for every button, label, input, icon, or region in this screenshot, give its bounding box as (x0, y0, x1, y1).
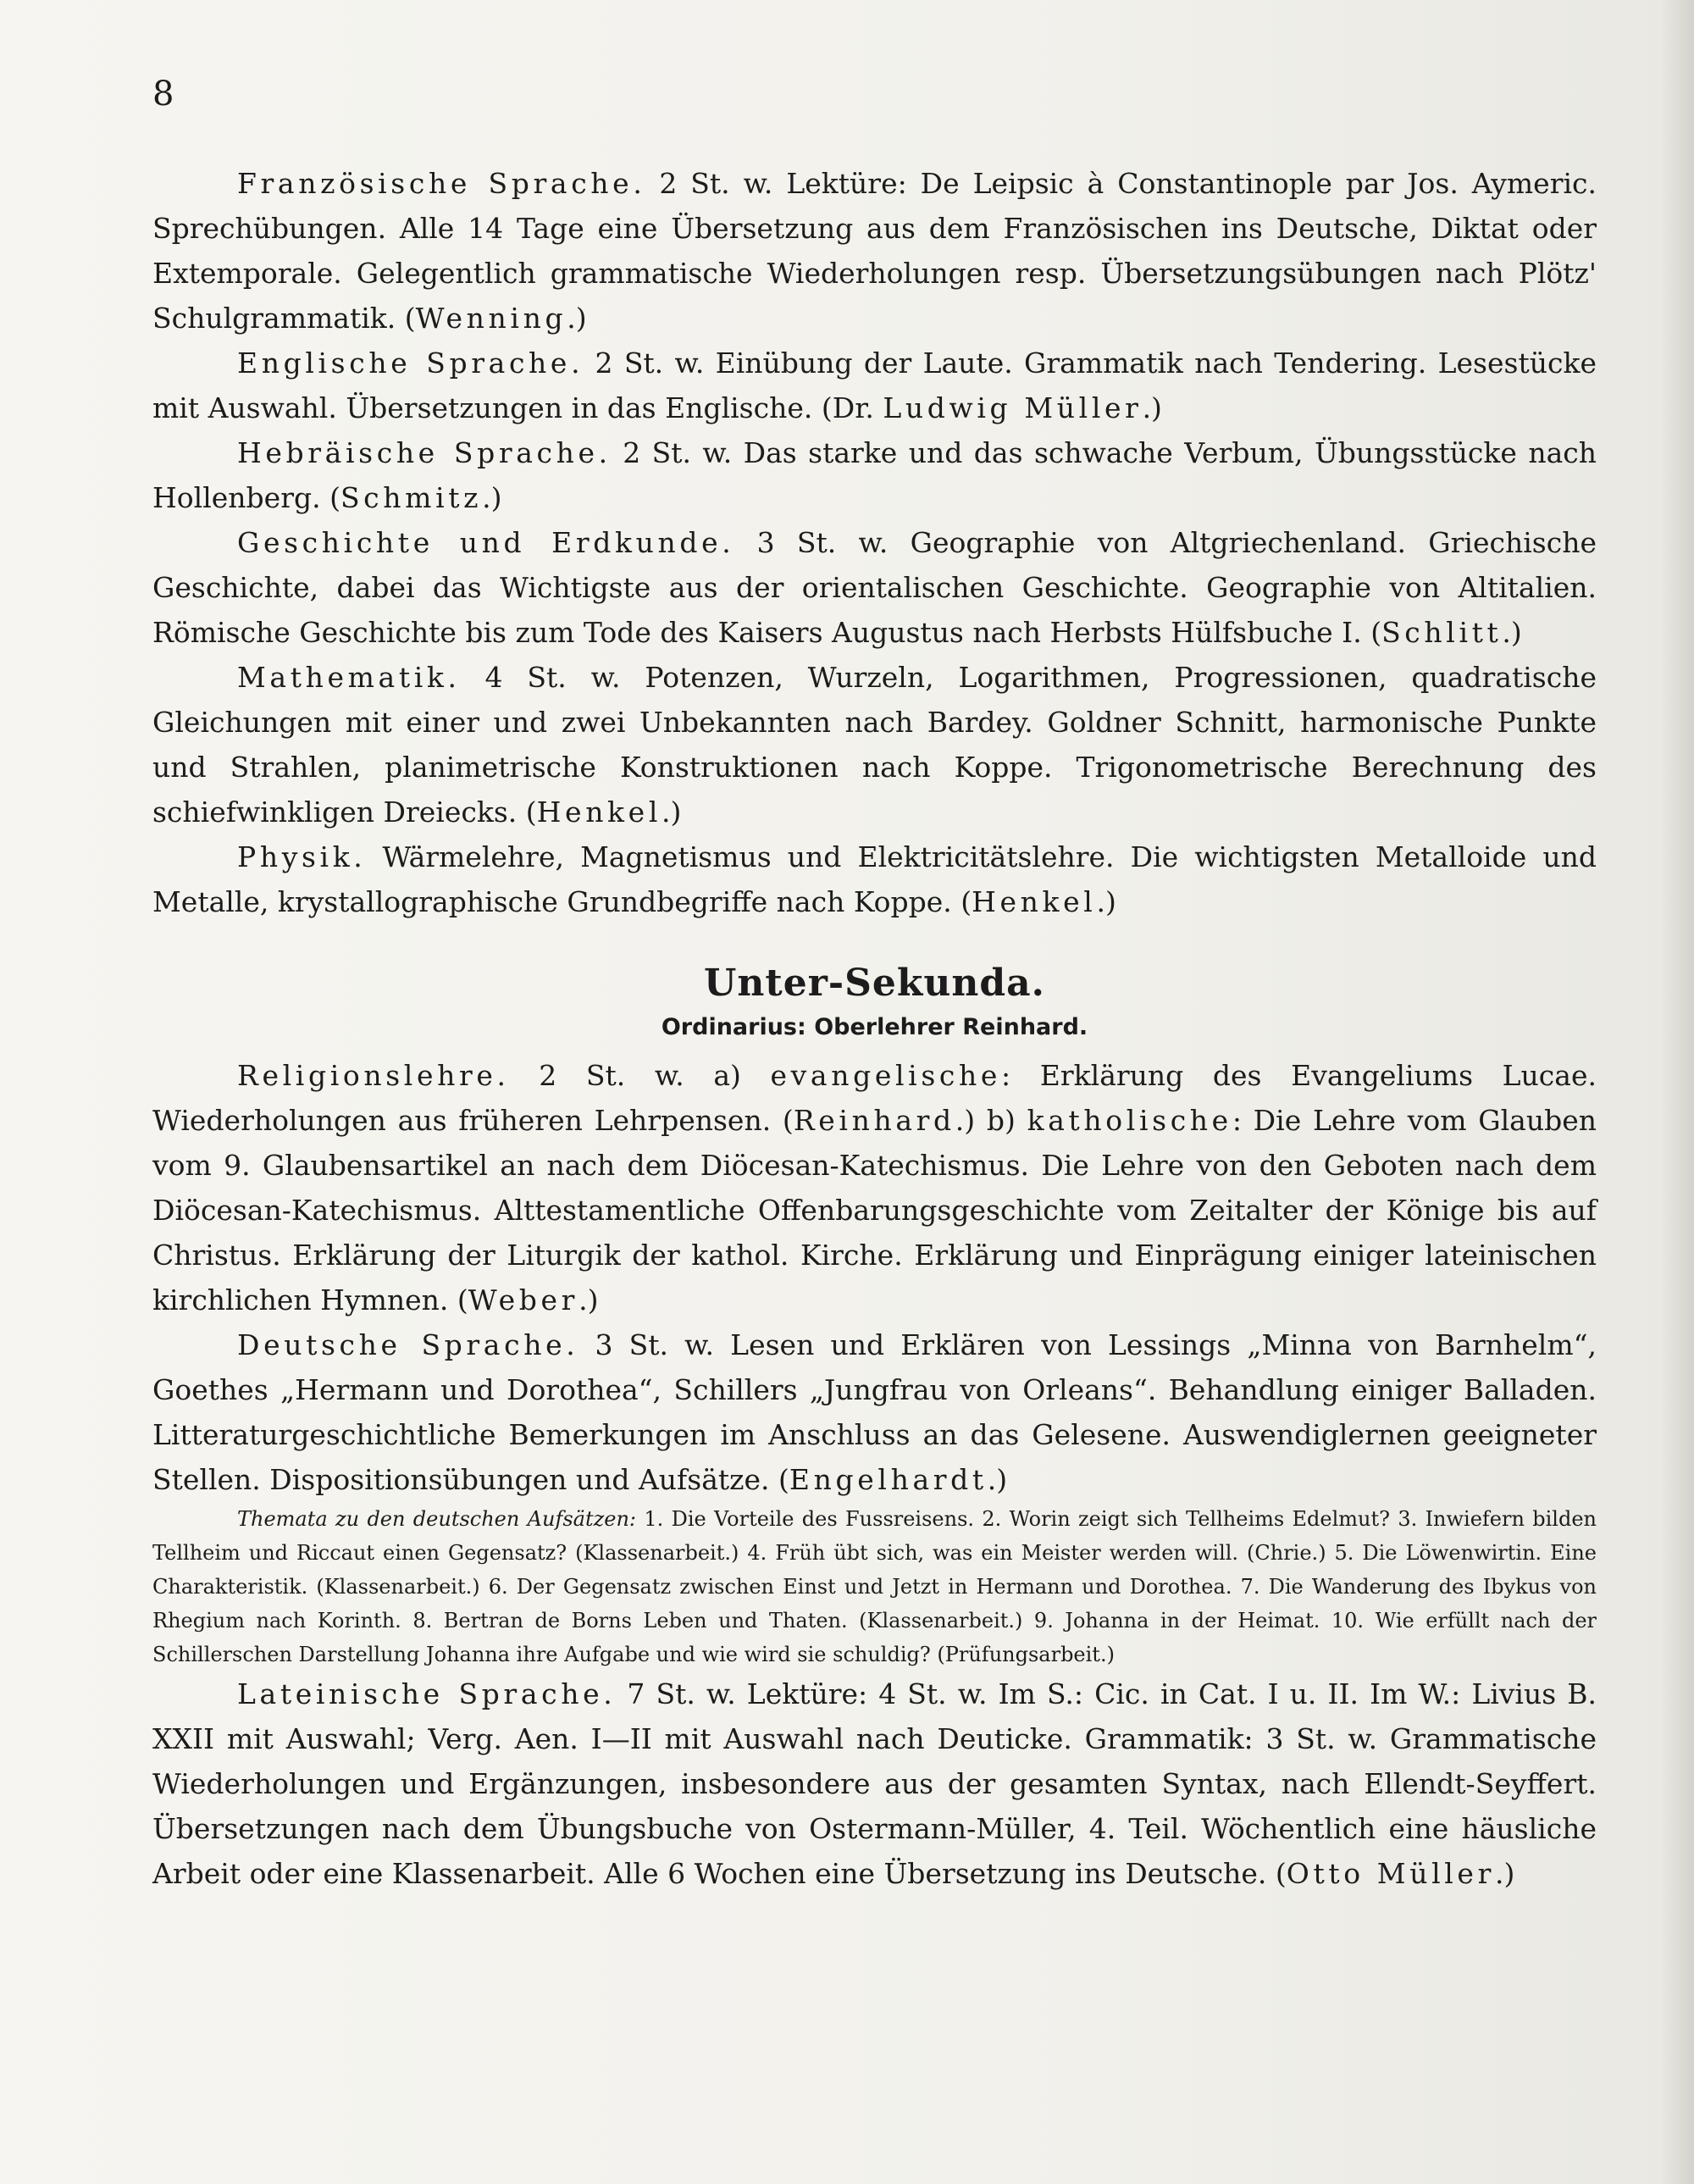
paragraph-latein: Lateinische Sprache. 7 St. w. Lektüre: 4 St. w. Im S.: Cic. in Cat. I u. II. Im W.: Livius B. XXII mit Auswahl; Verg. Aen. I—II mit Auswahl nach Deuticke. Grammatik: 3 St. w. Grammatische Wiederholungen und Ergänzungen, insbesondere aus der gesamten Syntax, nach Ellendt-Seyffert. Übersetzungen nach dem Übungsbuche von Ostermann-Müller, 4. Teil. Wöchentlich eine häusliche Arbeit oder eine Klassenarbeit. Alle 6 Wochen eine Übersetzung ins Deutsche. (Otto Müller.) (152, 1677, 1597, 1890)
subject-heading: Mathematik. (237, 661, 461, 694)
themata-note (152, 1502, 1597, 1671)
section-header-unter-sekunda (152, 958, 1597, 1046)
page-edge-shadow (1660, 0, 1694, 2184)
paragraph-englisch: Englische Sprache. 2 St. w. Einübung der Laute. Grammatik nach Tendering. Lesestücke mit Auswahl. Übersetzungen in das Englische. (Dr. Ludwig Müller.) (152, 346, 1597, 424)
paragraph-text: 3 St. w. Lesen und Erklären von Lessings „Minna von Barnhelm“, Goethes „Hermann und Dorothea“, Schillers „Jungfrau von Orleans“. Behandlung einiger Balladen. Litteraturgeschichtliche Bemerkungen im Anschluss an das Gelesene. Auswendiglernen geeigneter Stellen. Dispositionsübungen und Aufsätze. ( (152, 1328, 1597, 1496)
paragraph-text: 2 St. w. Einübung der Laute. Grammatik nach Tendering. Lesestücke mit Auswahl. Übersetzungen in das Englische. (Dr. (152, 346, 1597, 424)
subject-heading: Hebräische Sprache. (237, 436, 612, 469)
paragraph-text: Wärmelehre, Magnetismus und Elektricitätslehre. Die wichtigsten Metalloide und Metalle, krystallographische Grundbegriffe nach Koppe. ( (152, 840, 1597, 918)
paragraph-mathematik: Mathematik. 4 St. w. Potenzen, Wurzeln, Logarithmen, Progressionen, quadratische Gleichungen mit einer und zwei Unbekannten nach Bardey. Goldner Schnitt, harmonische Punkte und Strahlen, planimetrische Konstruktionen nach Koppe. Trigonometrische Berechnung des schiefwinkligen Dreiecks. (Henkel.) (152, 661, 1597, 829)
teacher-name: Ludwig Müller (883, 391, 1143, 424)
paragraph-text: 2 St. w. Das starke und das schwache Verbum, Übungsstücke nach Hollenberg. ( (152, 436, 1597, 514)
page-number: 8 (152, 75, 174, 114)
subject-heading: Religionslehre. (237, 1059, 510, 1092)
paragraph-religion: Religionslehre. 2 St. w. a) evangelische: Erklärung des Evangeliums Lucae. Wiederholungen aus früheren Lehrpensen. (Reinhard.) b) katholische: Die Lehre vom Glauben vom 9. Glaubensartikel an nach dem Diöcesan-Katechismus. Die Lehre von den Geboten nach dem Diöcesan-Katechismus. Alttestamentliche Offenbarungsgeschichte vom Zeitalter der Könige bis auf Christus. Erklärung der Liturgik der kathol. Kirche. Erklärung und Einprägung einiger lateinischen kirchlichen Hymnen. (Weber.) (152, 1059, 1597, 1316)
teacher-name: Engelhardt (789, 1463, 988, 1496)
denomination-label: evangelische (770, 1059, 1002, 1092)
denomination-label: katholische (1027, 1104, 1232, 1137)
paragraph-text: 3 St. w. Geographie von Altgriechenland. Griechische Geschichte, dabei das Wichtigste aus der orientalischen Geschichte. Geographie von Altitalien. Römische Geschichte bis zum Tode des Kaisers Augustus nach Herbsts Hülfsbuche I. ( (152, 526, 1597, 649)
subject-heading: Geschichte und Erdkunde. (237, 526, 735, 559)
subject-heading: Physik. (237, 840, 367, 873)
subject-heading: Französische Sprache. (237, 167, 646, 200)
paragraph-text: 2 St. w. Lektüre: De Leipsic à Constantinople par Jos. Aymeric. Sprechübungen. Alle 14 Tage eine Übersetzung aus dem Französischen ins Deutsche, Diktat oder Extemporale. Gelegentlich grammatische Wiederholungen resp. Übersetzungsübungen nach Plötz' Schulgrammatik. ( (152, 167, 1597, 335)
teacher-name: Henkel (536, 795, 662, 829)
paragraph-deutsch: Deutsche Sprache. 3 St. w. Lesen und Erklären von Lessings „Minna von Barnhelm“, Goethes „Hermann und Dorothea“, Schillers „Jungfrau von Orleans“. Behandlung einiger Balladen. Litteraturgeschichtliche Bemerkungen im Anschluss an das Gelesene. Auswendiglernen geeigneter Stellen. Dispositionsübungen und Aufsätze. (Engelhardt.) (152, 1328, 1597, 1496)
subject-heading: Deutsche Sprache. (237, 1328, 579, 1361)
teacher-name: Henkel (972, 885, 1097, 918)
paragraph-text: 7 St. w. Lektüre: 4 St. w. Im S.: Cic. in Cat. I u. II. Im W.: Livius B. XXII mit Auswahl; Verg. Aen. I—II mit Auswahl nach Deuticke. Grammatik: 3 St. w. Grammatische Wiederholungen und Ergänzungen, insbesondere aus der gesamten Syntax, nach Ellendt-Seyffert. Übersetzungen nach dem Übungsbuche von Ostermann-Müller, 4. Teil. Wöchentlich eine häusliche Arbeit oder eine Klassenarbeit. Alle 6 Wochen eine Übersetzung ins Deutsche. ( (152, 1677, 1597, 1890)
subject-heading: Lateinische Sprache. (237, 1677, 617, 1710)
teacher-name: Schlitt (1381, 616, 1503, 649)
paragraph-hebraeisch: Hebräische Sprache. 2 St. w. Das starke und das schwache Verbum, Übungsstücke nach Hollenberg. (Schmitz.) (152, 436, 1597, 514)
section-subtitle: Ordinarius: Oberlehrer Reinhard. (661, 1014, 1088, 1040)
teacher-name: Wenning (415, 302, 567, 335)
themata-text: 1. Die Vorteile des Fussreisens. 2. Worin zeigt sich Tellheims Edelmut? 3. Inwiefern bilden Tellheim und Riccaut einen Gegensatz? (Klassenarbeit.) 4. Früh übt sich, was ein Meister werden will. (Chrie.) 5. Die Löwenwirtin. Eine Charakteristik. (Klassenarbeit.) 6. Der Gegensatz zwischen Einst und Jetzt in Hermann und Dorothea. 7. Die Wanderung des Ibykus von Rhegium nach Korinth. 8. Bertran de Borns Leben und Thaten. (Klassenarbeit.) 9. Johanna in der Heimat. 10. Wie erfüllt nach der Schillerschen Darstellung Johanna ihre Aufgabe und wie wird sie schuldig? (Prüfungsarbeit.) (152, 1507, 1597, 1666)
teacher-name: Schmitz (340, 481, 483, 514)
paragraph-physik: Physik. Wärmelehre, Magnetismus und Elektricitätslehre. Die wichtigsten Metalloide und Metalle, krystallographische Grundbegriffe nach Koppe. (Henkel.) (152, 840, 1597, 918)
subject-heading: Englische Sprache. (237, 346, 584, 380)
teacher-name: Reinhard (793, 1104, 955, 1137)
page-body (152, 161, 1597, 1896)
paragraph-geschichte: Geschichte und Erdkunde. 3 St. w. Geographie von Altgriechenland. Griechische Geschichte, dabei das Wichtigste aus der orientalischen Geschichte. Geographie von Altitalien. Römische Geschichte bis zum Tode des Kaisers Augustus nach Herbsts Hülfsbuche I. (Schlitt.) (152, 526, 1597, 649)
teacher-name: Weber (468, 1283, 579, 1316)
teacher-name: Otto Müller (1286, 1857, 1495, 1890)
paragraph-franzoesisch: Französische Sprache. 2 St. w. Lektüre: De Leipsic à Constantinople par Jos. Aymeric. Sprechübungen. Alle 14 Tage eine Übersetzung aus dem Französischen ins Deutsche, Diktat oder Extemporale. Gelegentlich grammatische Wiederholungen resp. Übersetzungsübungen nach Plötz' Schulgrammatik. (Wenning.) (152, 167, 1597, 335)
section-title: Unter-Sekunda. (704, 962, 1045, 1005)
themata-label: Themata zu den deutschen Aufsätzen: (237, 1507, 637, 1531)
paragraph-text: 4 St. w. Potenzen, Wurzeln, Logarithmen, Progressionen, quadratische Gleichungen mit einer und zwei Unbekannten nach Bardey. Goldner Schnitt, harmonische Punkte und Strahlen, planimetrische Konstruktionen nach Koppe. Trigonometrische Berechnung des schiefwinkligen Dreiecks. ( (152, 661, 1597, 829)
